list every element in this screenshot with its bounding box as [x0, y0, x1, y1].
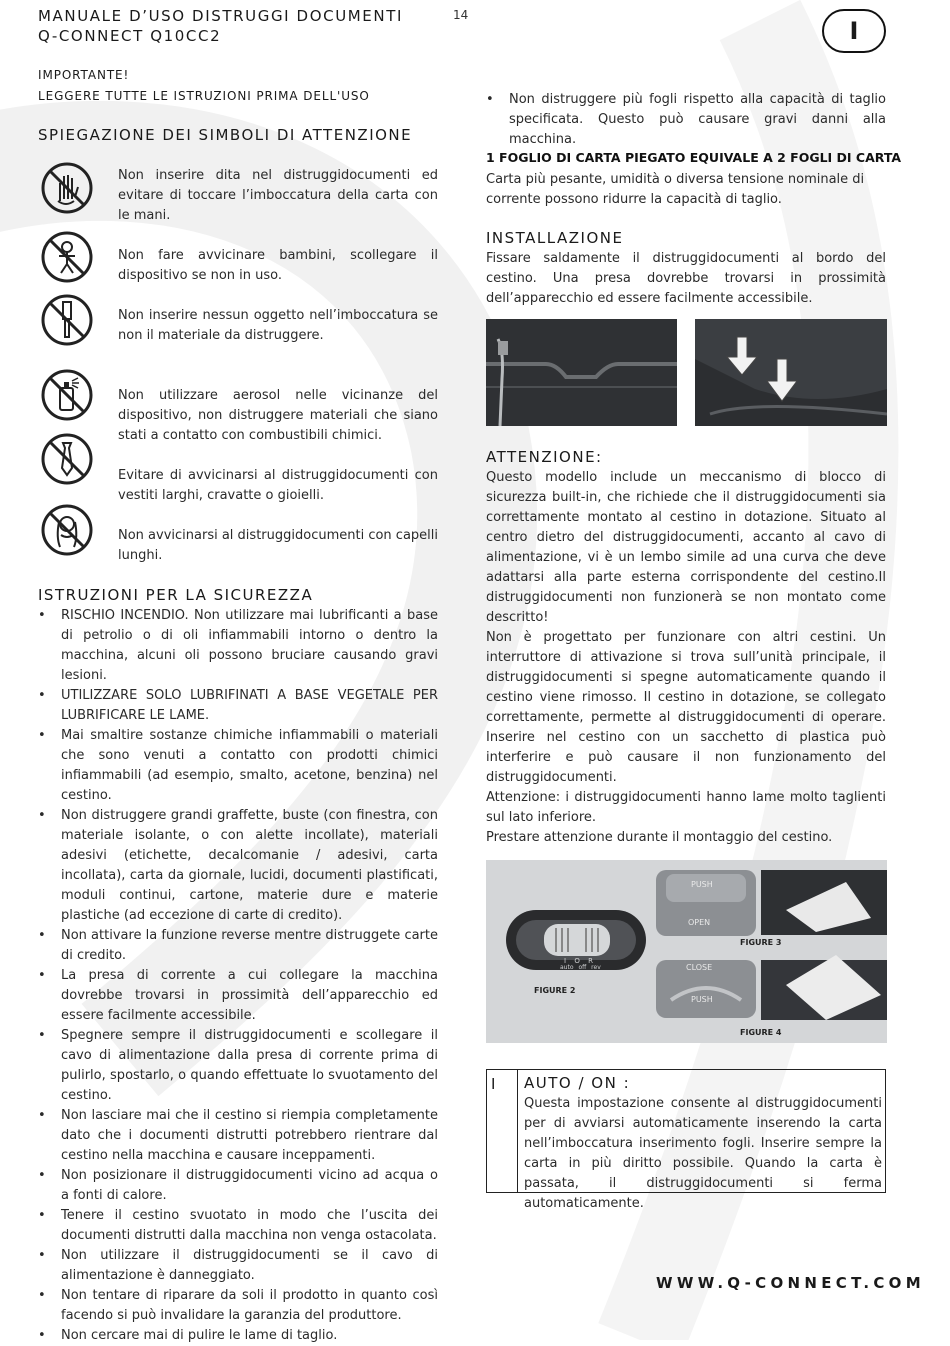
switch-sublabel-off: off — [578, 964, 587, 971]
figure-2-label: FIGURE 2 — [534, 986, 576, 995]
safety-item: • Non distruggere grandi graffette, buste (con finestra, con materiale isolante, o con alette incollate), materiali adesivi (etichette, decalcomanie / adesivi, carta incollata), carta da giornale, lucidi, documenti plastificati, moduli continui, cartone, materie dure e materie plastiche (ad eccezione di carte di credito). — [38, 806, 438, 926]
safety-item: • La presa di corrente a cui collegare la macchina dovrebbe trovarsi in prossimità dell’apparecchio ed essere facilmente accessibile. — [38, 966, 438, 1026]
title-line-1: MANUALE D’USO DISTRUGGI DOCUMENTI — [38, 7, 403, 25]
open-label: OPEN — [688, 918, 711, 927]
important-label: IMPORTANTE! — [38, 68, 130, 82]
figure-3-label: FIGURE 3 — [740, 938, 782, 947]
no-tie-icon — [40, 432, 94, 486]
push-label-top: PUSH — [691, 880, 713, 889]
symbol-text-no-children: Non fare avvicinare bambini, scollegare il dispositivo se non in uso. — [118, 248, 438, 283]
switch-sublabels — [560, 964, 601, 971]
auto-mode-symbol: I — [491, 1075, 496, 1093]
switch-label-r: R — [588, 957, 593, 965]
attention-heading: ATTENZIONE: — [486, 448, 603, 466]
install-photo-right — [695, 319, 887, 426]
auto-mode-box — [486, 1069, 886, 1211]
install-photo-left — [486, 319, 677, 426]
safety-item: • Non posizionare il distruggidocumenti vicino ad acqua o a fonti di calore. — [38, 1166, 438, 1206]
no-objects-icon — [40, 293, 94, 347]
safety-item: • Non tentare di riparare da soli il prodotto in quanto così facendo si può invalidare la garanzia del produttore. — [38, 1286, 438, 1326]
install-text: Fissare saldamente il distruggidocumenti al bordo del cestino. Una presa dovrebbe trovarsi in prossimità dell’apparecchio ed essere facilmente accessibile. — [486, 251, 886, 306]
auto-mode-title: AUTO / ON : — [524, 1074, 631, 1092]
no-children-icon — [40, 230, 94, 284]
switch-label-o: O — [574, 957, 580, 965]
safety-item: • Non attivare la funzione reverse mentre distruggete carte di credito. — [38, 926, 438, 966]
safety-heading: ISTRUZIONI PER LA SICUREZZA — [38, 586, 314, 604]
safety-item: • Non lasciare mai che il cestino si riempia completamente dato che i documenti distrutti potrebbero rientrare dal cestino nella macchina e causare inceppamenti. — [38, 1106, 438, 1166]
no-long-hair-icon — [40, 503, 94, 557]
symbol-text-no-aerosol: Non utilizzare aerosol nelle vicinanze del dispositivo, non distruggere materiali che siano stati a contatto con combustibili chimici. — [118, 388, 438, 443]
switch-label-i: I — [564, 957, 567, 965]
safety-list — [38, 606, 438, 1346]
language-badge: I — [822, 9, 886, 53]
read-instructions-label: LEGGERE TUTTE LE ISTRUZIONI PRIMA DELL'USO — [38, 89, 370, 103]
no-aerosol-icon — [40, 368, 94, 422]
safety-item: • Spegnere sempre il distruggidocumenti e scollegare il cavo di alimentazione dalla presa di corrente prima di pulirlo, spostarlo, o quando effettuate lo svuotamento del cestino. — [38, 1026, 438, 1106]
attention-paragraph-4: Prestare attenzione durante il montaggio del cestino. — [486, 830, 833, 845]
capacity-bullet: • Non distruggere più fogli rispetto alla capacità di taglio specificata. Questo può causare gravi danni alla macchina. — [486, 90, 886, 150]
symbol-text-no-long-hair: Non avvicinarsi al distruggidocumenti con capelli lunghi. — [118, 528, 438, 563]
switch-sublabel-auto: auto — [560, 964, 574, 971]
auto-mode-symbol-cell — [487, 1070, 518, 1192]
symbol-text-no-hands: Non inserire dita nel distruggidocumenti ed evitare di toccare l’imboccatura della carta con le mani. — [118, 168, 438, 223]
capacity-list — [486, 90, 886, 150]
switch-sublabel-rev: rev — [591, 964, 601, 971]
figure-4-label: FIGURE 4 — [740, 1028, 782, 1037]
push-label-bottom: PUSH — [691, 995, 713, 1004]
auto-mode-text: Questa impostazione consente al distruggidocumenti per di avviarsi automaticamente inserendo la carta nell’imboccatura inserimento fogli. Inserire sempre la carta in più diritto possibile. Quando la carta è passata, il distruggidocumenti si ferma automaticamente. — [524, 1096, 882, 1211]
install-heading: INSTALLAZIONE — [486, 229, 624, 247]
no-hands-icon — [40, 161, 94, 215]
title-line-2: Q-CONNECT Q10CC2 — [38, 27, 222, 45]
symbol-text-no-objects: Non inserire nessun oggetto nell’imboccatura se non il materiale da distruggere. — [118, 308, 438, 343]
attention-paragraph-1: Questo modello include un meccanismo di blocco di sicurezza built-in, che richiede che il distruggidocumenti sia correttamente montato al cestino in dotazione. Situato al centro dietro del distruggidocumenti, accanto al cavo di alimentazione, vi è un lembo simile ad una curva che deve adattarsi alla parte esterna corrispondente del cestino.Il distruggidocumenti non funzionerà se non montato come descritto! — [486, 470, 886, 625]
attention-paragraph-3: Attenzione: i distruggidocumenti hanno lame molto taglienti sul lato inferiore. — [486, 790, 886, 825]
symbols-heading: SPIEGAZIONE DEI SIMBOLI DI ATTENZIONE — [38, 126, 413, 144]
safety-item: • Non utilizzare il distruggidocumenti se il cavo di alimentazione è danneggiato. — [38, 1246, 438, 1286]
safety-item: • RISCHIO INCENDIO. Non utilizzare mai lubrificanti a base di petrolio o di oli infiammabili intorno o dentro la macchina, alcuni oli possono bruciare causando gravi lesioni. — [38, 606, 438, 686]
symbol-text-no-tie: Evitare di avvicinarsi al distruggidocumenti con vestiti larghi, cravatte o gioielli. — [118, 468, 438, 503]
safety-item: • Tenere il cestino svuotato in modo che l’uscita dei documenti distrutti dalla macchina non venga ostacolata. — [38, 1206, 438, 1246]
footer-website: WWW.Q-CONNECT.COM — [656, 1274, 925, 1292]
document-title — [38, 6, 403, 46]
safety-item: • UTILIZZARE SOLO LUBRIFINATI A BASE VEGETALE PER LUBRIFICARE LE LAME. — [38, 686, 438, 726]
close-label: CLOSE — [686, 963, 713, 972]
safety-item: • Mai smaltire sostanze chimiche infiammabili o materiali che sono venuti a contatto con prodotti chimici infiammabili (ad esempio, smalto, acetone, benzina) nel cestino. — [38, 726, 438, 806]
figures-panel — [486, 860, 887, 1043]
folded-paper-title: 1 FOGLIO DI CARTA PIEGATO EQUIVALE A 2 FOGLI DI CARTA — [486, 150, 902, 165]
attention-paragraph-2: Non è progettato per funzionare con altri cestini. Un interruttore di attivazione si trova sull’unità principale, il distruggidocumenti si spegne automaticamente quando il cestino viene rimosso. Il cestino in dotazione, se collegato correttamente, permette al distruggidocumenti di operare. Inserire nel cestino con un sacchetto di plastica può interferire e può causare il non funzionamento del distruggidocumenti. — [486, 630, 886, 785]
folded-paper-text: Carta più pesante, umidità o diversa tensione nominale di corrente possono ridurre la capacità di taglio. — [486, 172, 865, 207]
page-number: 14 — [453, 8, 469, 22]
safety-item: • Non cercare mai di pulire le lame di taglio. — [38, 1326, 438, 1346]
